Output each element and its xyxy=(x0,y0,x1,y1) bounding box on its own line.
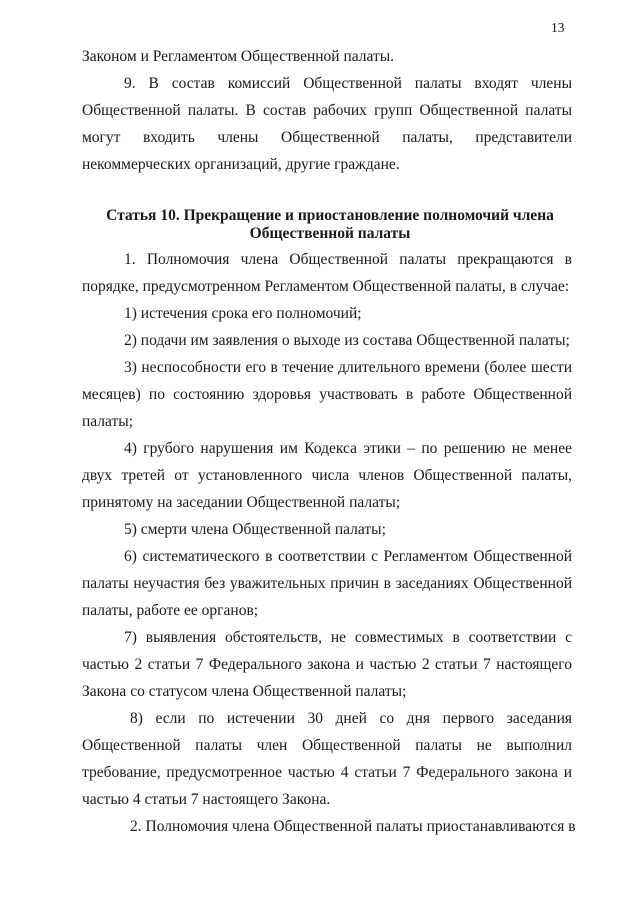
text-line: 5) смерти члена Общественной палаты; xyxy=(124,521,386,538)
text-line: Общественной палаты. В состав рабочих групп Общественной палаты xyxy=(82,102,572,119)
article-heading-line-1: Статья 10. Прекращение и приостановление полномочий члена xyxy=(106,207,554,224)
text-line: месяцев) по состоянию здоровья участвовать в работе Общественной xyxy=(82,386,572,403)
text-line: 3) неспособности его в течение длительного времени (более шести xyxy=(124,359,572,376)
text-line: принятому на заседании Общественной палаты; xyxy=(82,494,401,511)
text-line: 8) если по истечении 30 дней со дня первого заседания xyxy=(130,710,572,727)
text-line: палаты, работе ее органов; xyxy=(82,602,259,619)
text-line: Закона со статусом члена Общественной палаты; xyxy=(82,683,407,700)
text-line: палаты неучастия без уважительных причин в заседаниях Общественной xyxy=(82,575,572,592)
text-line: 9. В состав комиссий Общественной палаты входят члены xyxy=(124,75,572,92)
page-number: 13 xyxy=(551,20,565,35)
text-line: 2. Полномочия члена Общественной палаты приостанавливаются в xyxy=(130,818,576,835)
text-line: частью 4 статьи 7 настоящего Закона. xyxy=(82,791,331,808)
text-line: 1) истечения срока его полномочий; xyxy=(124,305,362,322)
text-line: могут входить члены Общественной палаты, представители xyxy=(82,129,572,146)
text-line: некоммерческих организаций, другие граждане. xyxy=(82,156,400,173)
text-line: Законом и Регламентом Общественной палаты. xyxy=(82,48,395,65)
text-line: порядке, предусмотренном Регламентом Общественной палаты, в случае: xyxy=(82,278,570,295)
text-line: двух третей от установленного числа членов Общественной палаты, xyxy=(82,467,572,484)
text-line: 7) выявления обстоятельств, не совместимых в соответствии с xyxy=(124,629,572,646)
text-line: 6) систематического в соответствии с Регламентом Общественной xyxy=(124,548,572,565)
text-line: частью 2 статьи 7 Федерального закона и частью 2 статьи 7 настоящего xyxy=(82,656,572,673)
text-line: палаты; xyxy=(82,413,134,430)
text-line: 4) грубого нарушения им Кодекса этики – по решению не менее xyxy=(124,440,572,457)
text-line: требование, предусмотренное частью 4 статьи 7 Федерального закона и xyxy=(82,764,572,781)
text-line: 1. Полномочия члена Общественной палаты прекращаются в xyxy=(124,251,572,268)
text-line: Общественной палаты член Общественной палаты не выполнил xyxy=(82,737,572,754)
text-line: 2) подачи им заявления о выходе из состава Общественной палаты; xyxy=(124,332,570,349)
article-heading-line-2: Общественной палаты xyxy=(249,225,411,242)
